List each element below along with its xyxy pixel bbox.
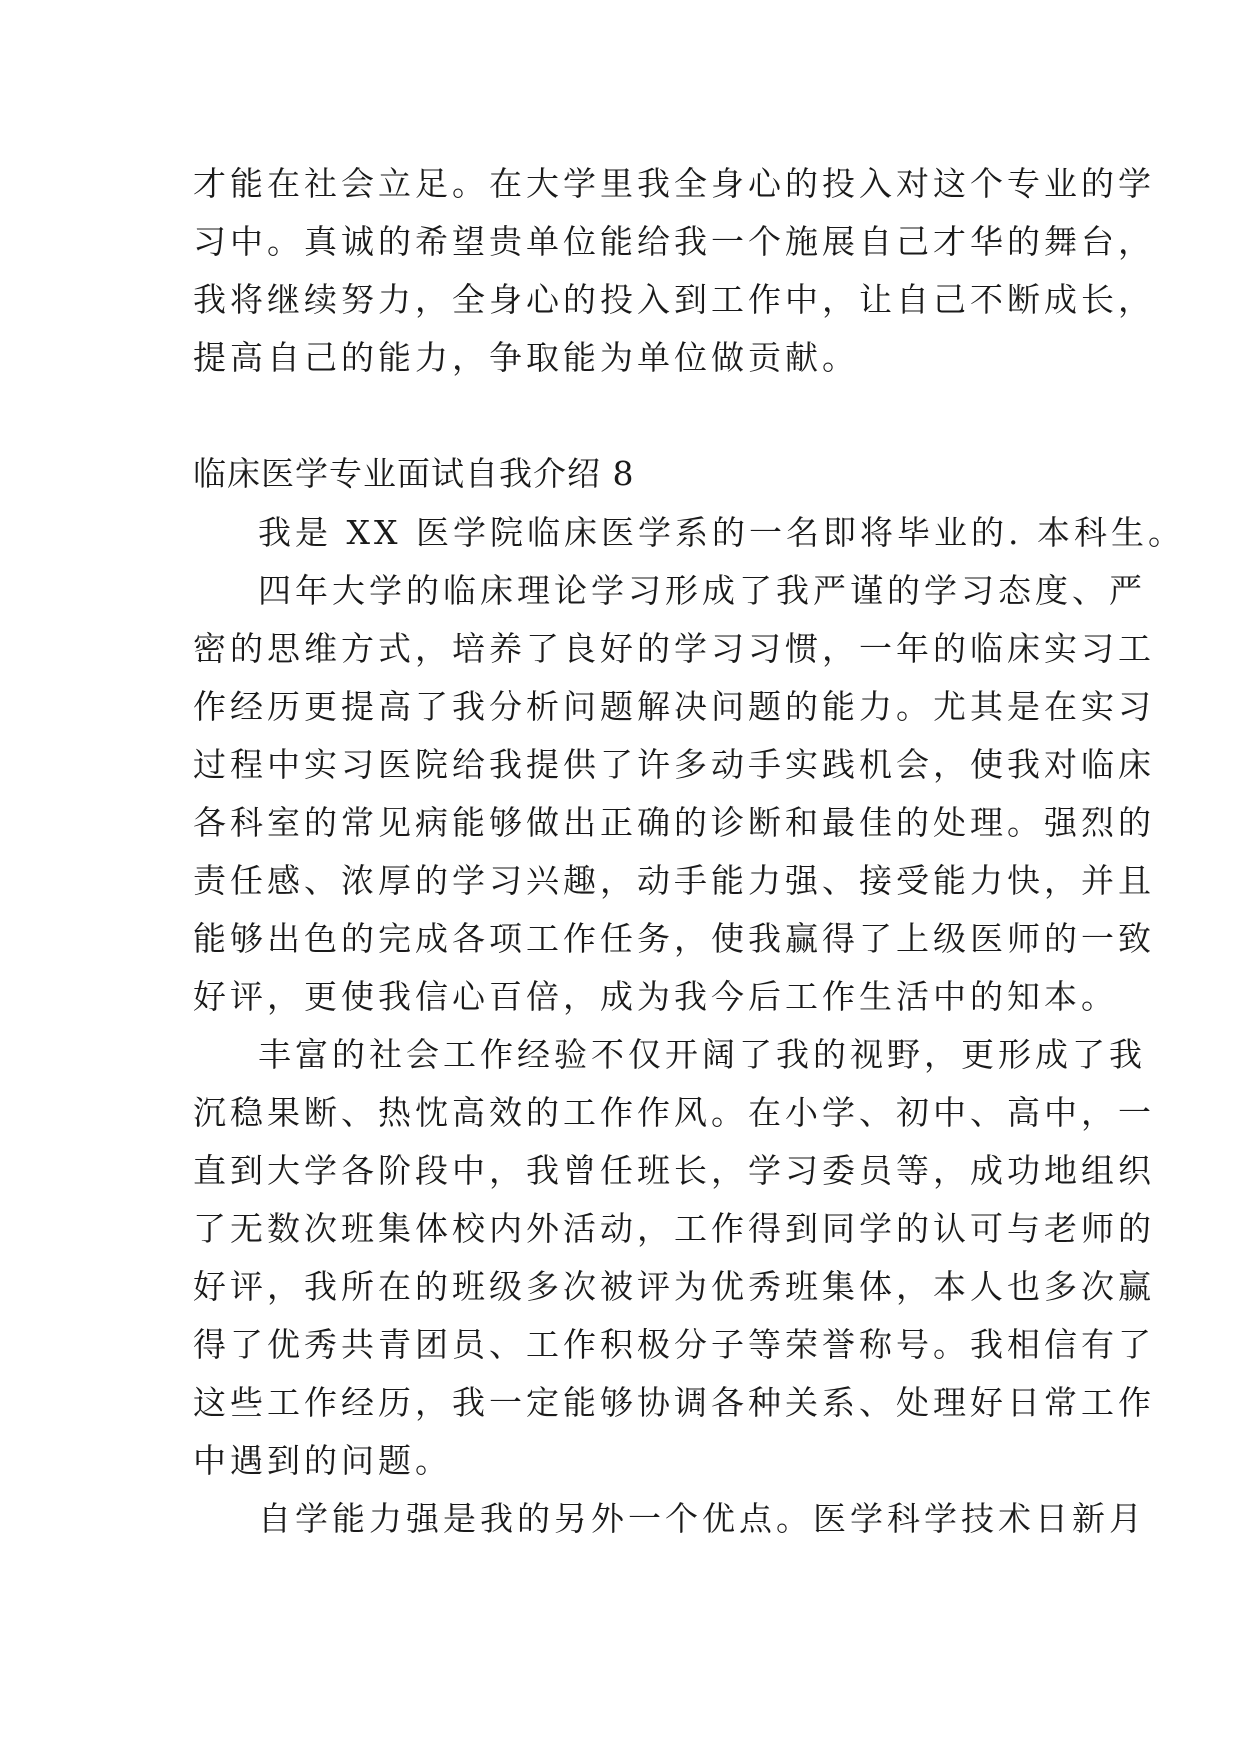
text-line: 才能在社会立足。在大学里我全身心的投入对这个专业的学 (193, 164, 1155, 203)
text-line: 自学能力强是我的另外一个优点。医学科学技术日新月 (258, 1499, 1146, 1538)
text-line: 过程中实习医院给我提供了许多动手实践机会，使我对临床 (193, 745, 1155, 784)
text-line: 这些工作经历，我一定能够协调各种关系、处理好日常工作 (193, 1383, 1155, 1422)
text-line: 各科室的常见病能够做出正确的诊断和最佳的处理。强烈的 (193, 803, 1155, 842)
text-line: 我将继续努力，全身心的投入到工作中，让自己不断成长， (193, 280, 1155, 319)
text-line: 密的思维方式，培养了良好的学习习惯，一年的临床实习工 (193, 629, 1155, 668)
text-line: 直到大学各阶段中，我曾任班长，学习委员等，成功地组织 (193, 1151, 1155, 1190)
text-line: 习中。真诚的希望贵单位能给我一个施展自己才华的舞台， (193, 222, 1155, 261)
text-line: 责任感、浓厚的学习兴趣，动手能力强、接受能力快，并且 (193, 861, 1155, 900)
text-line: 好评，更使我信心百倍，成为我今后工作生活中的知本。 (193, 977, 1118, 1016)
text-line: 能够出色的完成各项工作任务，使我赢得了上级医师的一致 (193, 919, 1155, 958)
text-line: 丰富的社会工作经验不仅开阔了我的视野，更形成了我 (258, 1035, 1146, 1074)
text-line: 提高自己的能力，争取能为单位做贡献。 (193, 338, 859, 377)
text-line: 得了优秀共青团员、工作积极分子等荣誉称号。我相信有了 (193, 1325, 1155, 1364)
text-line: 中遇到的问题。 (193, 1441, 452, 1480)
text-line: 好评，我所在的班级多次被评为优秀班集体，本人也多次赢 (193, 1267, 1155, 1306)
text-line: 作经历更提高了我分析问题解决问题的能力。尤其是在实习 (193, 687, 1155, 726)
section-heading: 临床医学专业面试自我介绍 8 (193, 454, 635, 493)
text-line: 四年大学的临床理论学习形成了我严谨的学习态度、严 (258, 571, 1146, 610)
text-line: 沉稳果断、热忱高效的工作作风。在小学、初中、高中，一 (193, 1093, 1155, 1132)
text-line: 我是 XX 医学院临床医学系的一名即将毕业的. 本科生。 (258, 513, 1185, 552)
text-line: 了无数次班集体校内外活动，工作得到同学的认可与老师的 (193, 1209, 1155, 1248)
